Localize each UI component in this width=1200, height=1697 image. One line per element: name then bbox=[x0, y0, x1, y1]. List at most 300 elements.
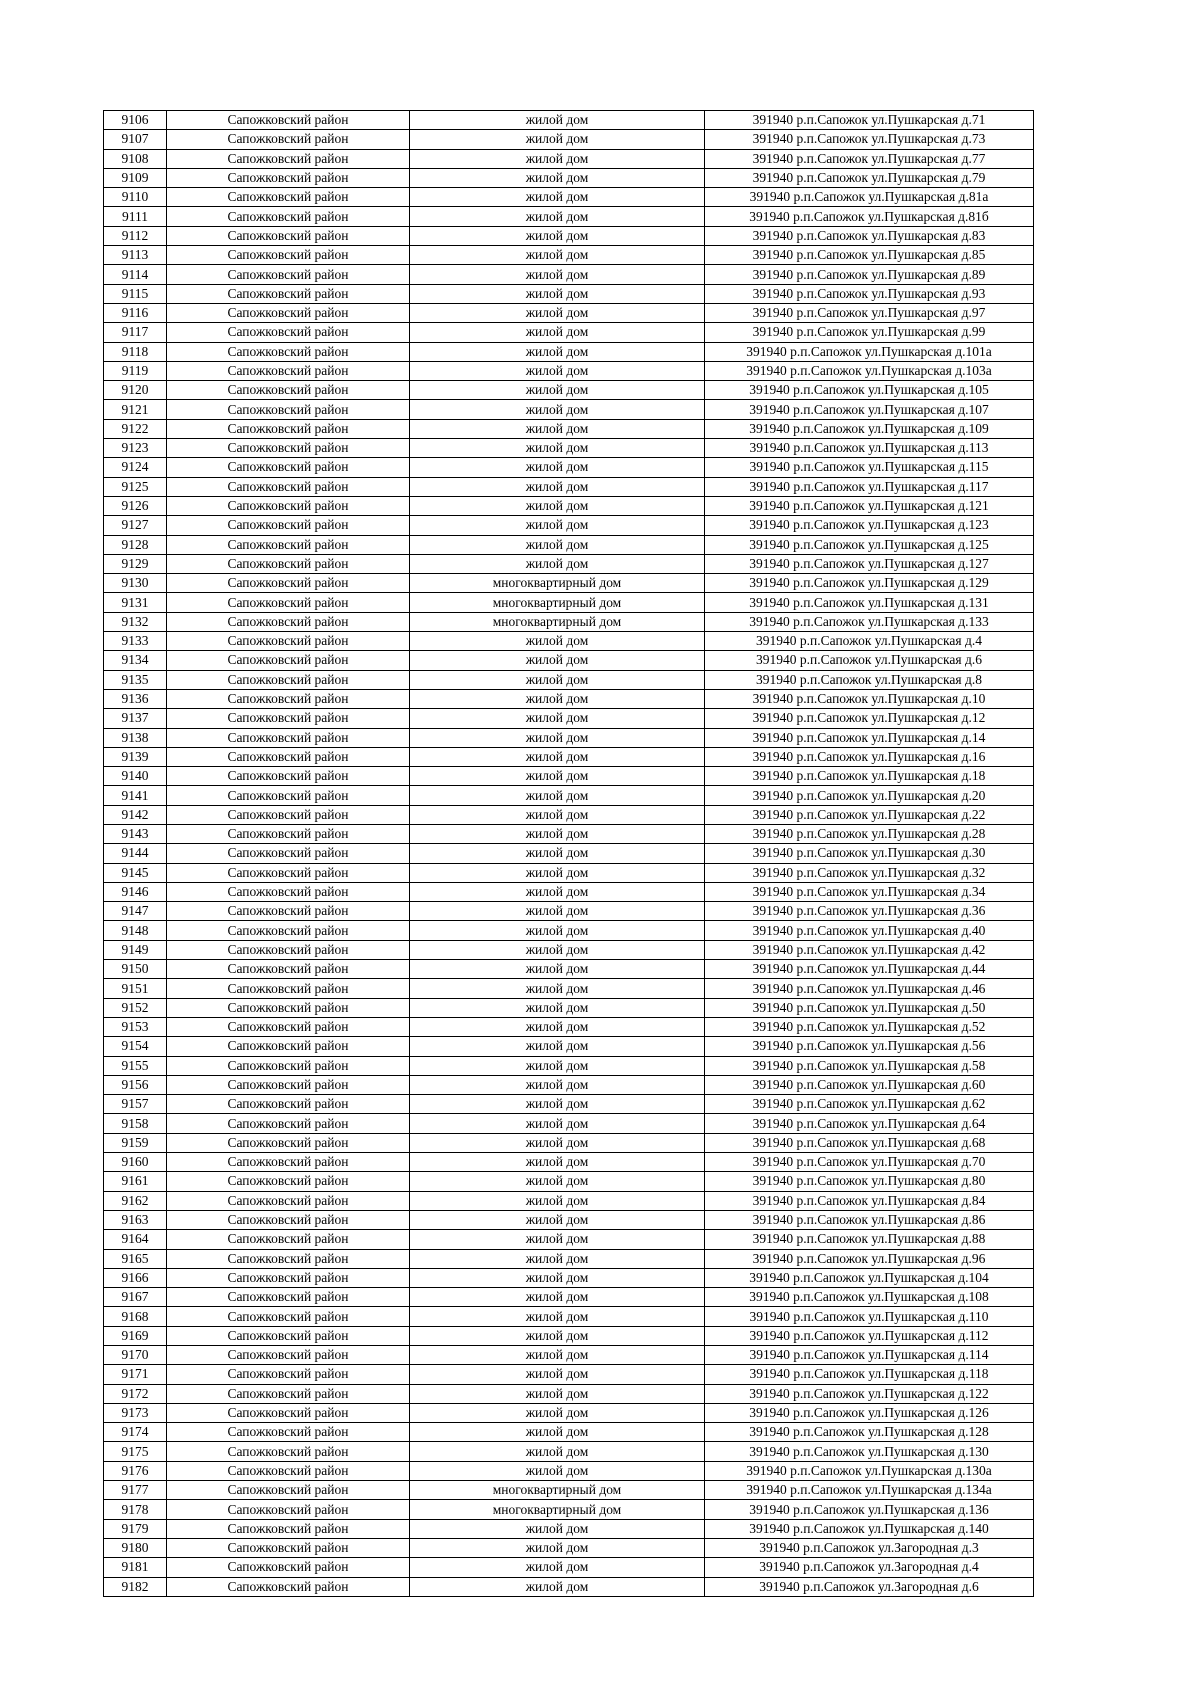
row-number-cell: 9143 bbox=[104, 824, 167, 843]
row-number-cell: 9130 bbox=[104, 574, 167, 593]
table-row bbox=[104, 1538, 1034, 1557]
building-type-cell: жилой дом bbox=[410, 1423, 705, 1442]
table-row bbox=[104, 168, 1034, 187]
address-cell: 391940 р.п.Сапожок ул.Пушкарская д.6 bbox=[705, 651, 1034, 670]
district-cell: Сапожковский район bbox=[167, 1153, 410, 1172]
row-number-cell: 9117 bbox=[104, 323, 167, 342]
district-cell: Сапожковский район bbox=[167, 805, 410, 824]
building-type-cell: жилой дом bbox=[410, 1403, 705, 1422]
table-row bbox=[104, 226, 1034, 245]
row-number-cell: 9146 bbox=[104, 882, 167, 901]
row-number-cell: 9132 bbox=[104, 612, 167, 631]
address-cell: 391940 р.п.Сапожок ул.Пушкарская д.81б bbox=[705, 207, 1034, 226]
district-cell: Сапожковский район bbox=[167, 844, 410, 863]
address-cell: 391940 р.п.Сапожок ул.Пушкарская д.86 bbox=[705, 1210, 1034, 1229]
district-cell: Сапожковский район bbox=[167, 1307, 410, 1326]
address-cell: 391940 р.п.Сапожок ул.Пушкарская д.10 bbox=[705, 689, 1034, 708]
district-cell: Сапожковский район bbox=[167, 381, 410, 400]
table-row bbox=[104, 265, 1034, 284]
table-row bbox=[104, 902, 1034, 921]
row-number-cell: 9140 bbox=[104, 767, 167, 786]
table-row bbox=[104, 940, 1034, 959]
row-number-cell: 9168 bbox=[104, 1307, 167, 1326]
row-number-cell: 9149 bbox=[104, 940, 167, 959]
building-type-cell: многоквартирный дом bbox=[410, 1481, 705, 1500]
district-cell: Сапожковский район bbox=[167, 767, 410, 786]
building-type-cell: жилой дом bbox=[410, 477, 705, 496]
address-cell: 391940 р.п.Сапожок ул.Пушкарская д.110 bbox=[705, 1307, 1034, 1326]
district-cell: Сапожковский район bbox=[167, 246, 410, 265]
table-row bbox=[104, 1249, 1034, 1268]
table-row bbox=[104, 747, 1034, 766]
address-cell: 391940 р.п.Сапожок ул.Пушкарская д.136 bbox=[705, 1500, 1034, 1519]
district-cell: Сапожковский район bbox=[167, 1442, 410, 1461]
register-table bbox=[103, 110, 1034, 1597]
table-row bbox=[104, 651, 1034, 670]
building-type-cell: жилой дом bbox=[410, 1210, 705, 1229]
table-row bbox=[104, 1210, 1034, 1229]
address-cell: 391940 р.п.Сапожок ул.Пушкарская д.113 bbox=[705, 439, 1034, 458]
row-number-cell: 9110 bbox=[104, 188, 167, 207]
building-type-cell: жилой дом bbox=[410, 1442, 705, 1461]
address-cell: 391940 р.п.Сапожок ул.Пушкарская д.140 bbox=[705, 1519, 1034, 1538]
row-number-cell: 9113 bbox=[104, 246, 167, 265]
district-cell: Сапожковский район bbox=[167, 1577, 410, 1596]
table-row bbox=[104, 149, 1034, 168]
address-cell: 391940 р.п.Сапожок ул.Пушкарская д.117 bbox=[705, 477, 1034, 496]
building-type-cell: жилой дом bbox=[410, 1056, 705, 1075]
row-number-cell: 9116 bbox=[104, 303, 167, 322]
building-type-cell: жилой дом bbox=[410, 111, 705, 130]
building-type-cell: жилой дом bbox=[410, 960, 705, 979]
building-type-cell: жилой дом bbox=[410, 747, 705, 766]
building-type-cell: жилой дом bbox=[410, 998, 705, 1017]
address-cell: 391940 р.п.Сапожок ул.Пушкарская д.133 bbox=[705, 612, 1034, 631]
building-type-cell: жилой дом bbox=[410, 1326, 705, 1345]
address-cell: 391940 р.п.Сапожок ул.Пушкарская д.73 bbox=[705, 130, 1034, 149]
row-number-cell: 9136 bbox=[104, 689, 167, 708]
address-cell: 391940 р.п.Сапожок ул.Пушкарская д.128 bbox=[705, 1423, 1034, 1442]
row-number-cell: 9153 bbox=[104, 1017, 167, 1036]
building-type-cell: жилой дом bbox=[410, 226, 705, 245]
district-cell: Сапожковский район bbox=[167, 477, 410, 496]
building-type-cell: многоквартирный дом bbox=[410, 1500, 705, 1519]
address-cell: 391940 р.п.Сапожок ул.Пушкарская д.52 bbox=[705, 1017, 1034, 1036]
district-cell: Сапожковский район bbox=[167, 1210, 410, 1229]
address-cell: 391940 р.п.Сапожок ул.Пушкарская д.71 bbox=[705, 111, 1034, 130]
table-row bbox=[104, 863, 1034, 882]
building-type-cell: жилой дом bbox=[410, 342, 705, 361]
building-type-cell: жилой дом bbox=[410, 496, 705, 515]
district-cell: Сапожковский район bbox=[167, 786, 410, 805]
table-row bbox=[104, 1153, 1034, 1172]
address-cell: 391940 р.п.Сапожок ул.Пушкарская д.30 bbox=[705, 844, 1034, 863]
row-number-cell: 9128 bbox=[104, 535, 167, 554]
building-type-cell: жилой дом bbox=[410, 979, 705, 998]
row-number-cell: 9124 bbox=[104, 458, 167, 477]
building-type-cell: жилой дом bbox=[410, 1037, 705, 1056]
district-cell: Сапожковский район bbox=[167, 1461, 410, 1480]
building-type-cell: жилой дом bbox=[410, 805, 705, 824]
building-type-cell: жилой дом bbox=[410, 689, 705, 708]
row-number-cell: 9114 bbox=[104, 265, 167, 284]
row-number-cell: 9182 bbox=[104, 1577, 167, 1596]
district-cell: Сапожковский район bbox=[167, 1365, 410, 1384]
district-cell: Сапожковский район bbox=[167, 1538, 410, 1557]
row-number-cell: 9126 bbox=[104, 496, 167, 515]
address-cell: 391940 р.п.Сапожок ул.Пушкарская д.104 bbox=[705, 1268, 1034, 1287]
table-row bbox=[104, 1075, 1034, 1094]
district-cell: Сапожковский район bbox=[167, 1230, 410, 1249]
building-type-cell: многоквартирный дом bbox=[410, 574, 705, 593]
table-row bbox=[104, 1191, 1034, 1210]
row-number-cell: 9156 bbox=[104, 1075, 167, 1094]
row-number-cell: 9109 bbox=[104, 168, 167, 187]
address-cell: 391940 р.п.Сапожок ул.Пушкарская д.88 bbox=[705, 1230, 1034, 1249]
address-cell: 391940 р.п.Сапожок ул.Пушкарская д.18 bbox=[705, 767, 1034, 786]
row-number-cell: 9131 bbox=[104, 593, 167, 612]
table-row bbox=[104, 728, 1034, 747]
district-cell: Сапожковский район bbox=[167, 1191, 410, 1210]
row-number-cell: 9161 bbox=[104, 1172, 167, 1191]
table-row bbox=[104, 805, 1034, 824]
district-cell: Сапожковский район bbox=[167, 1268, 410, 1287]
district-cell: Сапожковский район bbox=[167, 1037, 410, 1056]
district-cell: Сапожковский район bbox=[167, 747, 410, 766]
row-number-cell: 9172 bbox=[104, 1384, 167, 1403]
row-number-cell: 9145 bbox=[104, 863, 167, 882]
address-cell: 391940 р.п.Сапожок ул.Пушкарская д.20 bbox=[705, 786, 1034, 805]
address-cell: 391940 р.п.Сапожок ул.Пушкарская д.62 bbox=[705, 1095, 1034, 1114]
row-number-cell: 9135 bbox=[104, 670, 167, 689]
building-type-cell: жилой дом bbox=[410, 786, 705, 805]
building-type-cell: жилой дом bbox=[410, 207, 705, 226]
district-cell: Сапожковский район bbox=[167, 130, 410, 149]
district-cell: Сапожковский район bbox=[167, 960, 410, 979]
address-cell: 391940 р.п.Сапожок ул.Пушкарская д.8 bbox=[705, 670, 1034, 689]
building-type-cell: жилой дом bbox=[410, 882, 705, 901]
building-type-cell: многоквартирный дом bbox=[410, 612, 705, 631]
address-cell: 391940 р.п.Сапожок ул.Пушкарская д.4 bbox=[705, 632, 1034, 651]
building-type-cell: жилой дом bbox=[410, 323, 705, 342]
table-row bbox=[104, 574, 1034, 593]
building-type-cell: жилой дом bbox=[410, 554, 705, 573]
table-row bbox=[104, 496, 1034, 515]
row-number-cell: 9152 bbox=[104, 998, 167, 1017]
building-type-cell: жилой дом bbox=[410, 1191, 705, 1210]
table-row bbox=[104, 1481, 1034, 1500]
table-row bbox=[104, 632, 1034, 651]
building-type-cell: жилой дом bbox=[410, 168, 705, 187]
address-cell: 391940 р.п.Сапожок ул.Пушкарская д.58 bbox=[705, 1056, 1034, 1075]
district-cell: Сапожковский район bbox=[167, 439, 410, 458]
building-type-cell: жилой дом bbox=[410, 902, 705, 921]
row-number-cell: 9180 bbox=[104, 1538, 167, 1557]
table-row bbox=[104, 1403, 1034, 1422]
table-row bbox=[104, 381, 1034, 400]
address-cell: 391940 р.п.Сапожок ул.Пушкарская д.79 bbox=[705, 168, 1034, 187]
table-row bbox=[104, 1307, 1034, 1326]
row-number-cell: 9179 bbox=[104, 1519, 167, 1538]
row-number-cell: 9174 bbox=[104, 1423, 167, 1442]
address-cell: 391940 р.п.Сапожок ул.Загородная д.3 bbox=[705, 1538, 1034, 1557]
district-cell: Сапожковский район bbox=[167, 1288, 410, 1307]
building-type-cell: жилой дом bbox=[410, 1153, 705, 1172]
district-cell: Сапожковский район bbox=[167, 1075, 410, 1094]
address-cell: 391940 р.п.Сапожок ул.Пушкарская д.130а bbox=[705, 1461, 1034, 1480]
address-cell: 391940 р.п.Сапожок ул.Пушкарская д.105 bbox=[705, 381, 1034, 400]
table-row bbox=[104, 960, 1034, 979]
address-cell: 391940 р.п.Сапожок ул.Пушкарская д.36 bbox=[705, 902, 1034, 921]
table-row bbox=[104, 882, 1034, 901]
row-number-cell: 9121 bbox=[104, 400, 167, 419]
address-cell: 391940 р.п.Сапожок ул.Пушкарская д.14 bbox=[705, 728, 1034, 747]
building-type-cell: жилой дом bbox=[410, 188, 705, 207]
table-row bbox=[104, 593, 1034, 612]
table-row bbox=[104, 1095, 1034, 1114]
address-cell: 391940 р.п.Сапожок ул.Пушкарская д.34 bbox=[705, 882, 1034, 901]
address-cell: 391940 р.п.Сапожок ул.Пушкарская д.134а bbox=[705, 1481, 1034, 1500]
row-number-cell: 9129 bbox=[104, 554, 167, 573]
table-row bbox=[104, 554, 1034, 573]
address-cell: 391940 р.п.Сапожок ул.Пушкарская д.114 bbox=[705, 1346, 1034, 1365]
building-type-cell: жилой дом bbox=[410, 1268, 705, 1287]
row-number-cell: 9148 bbox=[104, 921, 167, 940]
address-cell: 391940 р.п.Сапожок ул.Пушкарская д.108 bbox=[705, 1288, 1034, 1307]
table-row bbox=[104, 303, 1034, 322]
row-number-cell: 9165 bbox=[104, 1249, 167, 1268]
building-type-cell: жилой дом bbox=[410, 824, 705, 843]
row-number-cell: 9120 bbox=[104, 381, 167, 400]
row-number-cell: 9137 bbox=[104, 709, 167, 728]
building-type-cell: жилой дом bbox=[410, 1307, 705, 1326]
address-cell: 391940 р.п.Сапожок ул.Пушкарская д.103а bbox=[705, 361, 1034, 380]
table-row bbox=[104, 670, 1034, 689]
row-number-cell: 9158 bbox=[104, 1114, 167, 1133]
row-number-cell: 9163 bbox=[104, 1210, 167, 1229]
district-cell: Сапожковский район bbox=[167, 593, 410, 612]
table-row bbox=[104, 246, 1034, 265]
row-number-cell: 9112 bbox=[104, 226, 167, 245]
table-row bbox=[104, 207, 1034, 226]
district-cell: Сапожковский район bbox=[167, 1114, 410, 1133]
building-type-cell: жилой дом bbox=[410, 130, 705, 149]
row-number-cell: 9151 bbox=[104, 979, 167, 998]
table-row bbox=[104, 1442, 1034, 1461]
row-number-cell: 9175 bbox=[104, 1442, 167, 1461]
building-type-cell: жилой дом bbox=[410, 419, 705, 438]
district-cell: Сапожковский район bbox=[167, 863, 410, 882]
address-cell: 391940 р.п.Сапожок ул.Пушкарская д.121 bbox=[705, 496, 1034, 515]
building-type-cell: жилой дом bbox=[410, 1075, 705, 1094]
district-cell: Сапожковский район bbox=[167, 207, 410, 226]
row-number-cell: 9167 bbox=[104, 1288, 167, 1307]
row-number-cell: 9134 bbox=[104, 651, 167, 670]
table-row bbox=[104, 1384, 1034, 1403]
address-cell: 391940 р.п.Сапожок ул.Пушкарская д.68 bbox=[705, 1133, 1034, 1152]
building-type-cell: жилой дом bbox=[410, 1346, 705, 1365]
address-cell: 391940 р.п.Сапожок ул.Пушкарская д.70 bbox=[705, 1153, 1034, 1172]
table-row bbox=[104, 516, 1034, 535]
row-number-cell: 9157 bbox=[104, 1095, 167, 1114]
address-cell: 391940 р.п.Сапожок ул.Пушкарская д.123 bbox=[705, 516, 1034, 535]
building-type-cell: жилой дом bbox=[410, 149, 705, 168]
building-type-cell: жилой дом bbox=[410, 1519, 705, 1538]
table-row bbox=[104, 979, 1034, 998]
building-type-cell: жилой дом bbox=[410, 400, 705, 419]
district-cell: Сапожковский район bbox=[167, 361, 410, 380]
table-row bbox=[104, 767, 1034, 786]
district-cell: Сапожковский район bbox=[167, 303, 410, 322]
building-type-cell: жилой дом bbox=[410, 940, 705, 959]
district-cell: Сапожковский район bbox=[167, 1133, 410, 1152]
table-row bbox=[104, 844, 1034, 863]
table-row bbox=[104, 998, 1034, 1017]
row-number-cell: 9115 bbox=[104, 284, 167, 303]
table-row bbox=[104, 709, 1034, 728]
building-type-cell: жилой дом bbox=[410, 381, 705, 400]
table-row bbox=[104, 1346, 1034, 1365]
row-number-cell: 9118 bbox=[104, 342, 167, 361]
row-number-cell: 9108 bbox=[104, 149, 167, 168]
building-type-cell: жилой дом bbox=[410, 1114, 705, 1133]
address-cell: 391940 р.п.Сапожок ул.Пушкарская д.131 bbox=[705, 593, 1034, 612]
building-type-cell: жилой дом bbox=[410, 439, 705, 458]
table-row bbox=[104, 1461, 1034, 1480]
building-type-cell: жилой дом bbox=[410, 728, 705, 747]
district-cell: Сапожковский район bbox=[167, 1249, 410, 1268]
district-cell: Сапожковский район bbox=[167, 940, 410, 959]
district-cell: Сапожковский район bbox=[167, 400, 410, 419]
district-cell: Сапожковский район bbox=[167, 1172, 410, 1191]
district-cell: Сапожковский район bbox=[167, 496, 410, 515]
district-cell: Сапожковский район bbox=[167, 921, 410, 940]
table-row bbox=[104, 786, 1034, 805]
address-cell: 391940 р.п.Сапожок ул.Пушкарская д.32 bbox=[705, 863, 1034, 882]
building-type-cell: жилой дом bbox=[410, 1095, 705, 1114]
building-type-cell: жилой дом bbox=[410, 361, 705, 380]
district-cell: Сапожковский район bbox=[167, 1519, 410, 1538]
table-row bbox=[104, 1268, 1034, 1287]
row-number-cell: 9133 bbox=[104, 632, 167, 651]
row-number-cell: 9122 bbox=[104, 419, 167, 438]
table-row bbox=[104, 1172, 1034, 1191]
table-row bbox=[104, 612, 1034, 631]
address-cell: 391940 р.п.Сапожок ул.Пушкарская д.40 bbox=[705, 921, 1034, 940]
table-row bbox=[104, 361, 1034, 380]
district-cell: Сапожковский район bbox=[167, 535, 410, 554]
district-cell: Сапожковский район bbox=[167, 1384, 410, 1403]
building-type-cell: жилой дом bbox=[410, 767, 705, 786]
address-cell: 391940 р.п.Сапожок ул.Пушкарская д.46 bbox=[705, 979, 1034, 998]
building-type-cell: жилой дом bbox=[410, 1365, 705, 1384]
row-number-cell: 9178 bbox=[104, 1500, 167, 1519]
building-type-cell: жилой дом bbox=[410, 1172, 705, 1191]
district-cell: Сапожковский район bbox=[167, 1403, 410, 1422]
district-cell: Сапожковский район bbox=[167, 1056, 410, 1075]
district-cell: Сапожковский район bbox=[167, 1423, 410, 1442]
table-row bbox=[104, 921, 1034, 940]
district-cell: Сапожковский район bbox=[167, 728, 410, 747]
row-number-cell: 9171 bbox=[104, 1365, 167, 1384]
row-number-cell: 9123 bbox=[104, 439, 167, 458]
address-cell: 391940 р.п.Сапожок ул.Пушкарская д.99 bbox=[705, 323, 1034, 342]
address-cell: 391940 р.п.Сапожок ул.Пушкарская д.44 bbox=[705, 960, 1034, 979]
address-cell: 391940 р.п.Сапожок ул.Загородная д.4 bbox=[705, 1558, 1034, 1577]
row-number-cell: 9147 bbox=[104, 902, 167, 921]
row-number-cell: 9173 bbox=[104, 1403, 167, 1422]
building-type-cell: жилой дом bbox=[410, 632, 705, 651]
register-table-body bbox=[104, 111, 1034, 1597]
address-cell: 391940 р.п.Сапожок ул.Пушкарская д.126 bbox=[705, 1403, 1034, 1422]
district-cell: Сапожковский район bbox=[167, 1017, 410, 1036]
district-cell: Сапожковский район bbox=[167, 168, 410, 187]
district-cell: Сапожковский район bbox=[167, 902, 410, 921]
row-number-cell: 9181 bbox=[104, 1558, 167, 1577]
row-number-cell: 9166 bbox=[104, 1268, 167, 1287]
district-cell: Сапожковский район bbox=[167, 342, 410, 361]
address-cell: 391940 р.п.Сапожок ул.Пушкарская д.81а bbox=[705, 188, 1034, 207]
address-cell: 391940 р.п.Сапожок ул.Пушкарская д.127 bbox=[705, 554, 1034, 573]
row-number-cell: 9154 bbox=[104, 1037, 167, 1056]
address-cell: 391940 р.п.Сапожок ул.Пушкарская д.93 bbox=[705, 284, 1034, 303]
district-cell: Сапожковский район bbox=[167, 554, 410, 573]
table-row bbox=[104, 1230, 1034, 1249]
address-cell: 391940 р.п.Сапожок ул.Пушкарская д.96 bbox=[705, 1249, 1034, 1268]
address-cell: 391940 р.п.Сапожок ул.Пушкарская д.56 bbox=[705, 1037, 1034, 1056]
address-cell: 391940 р.п.Сапожок ул.Пушкарская д.97 bbox=[705, 303, 1034, 322]
address-cell: 391940 р.п.Сапожок ул.Пушкарская д.101а bbox=[705, 342, 1034, 361]
building-type-cell: жилой дом bbox=[410, 1017, 705, 1036]
row-number-cell: 9125 bbox=[104, 477, 167, 496]
address-cell: 391940 р.п.Сапожок ул.Пушкарская д.22 bbox=[705, 805, 1034, 824]
table-row bbox=[104, 1519, 1034, 1538]
district-cell: Сапожковский район bbox=[167, 111, 410, 130]
table-row bbox=[104, 1056, 1034, 1075]
building-type-cell: жилой дом bbox=[410, 458, 705, 477]
district-cell: Сапожковский район bbox=[167, 651, 410, 670]
district-cell: Сапожковский район bbox=[167, 979, 410, 998]
building-type-cell: жилой дом bbox=[410, 1558, 705, 1577]
table-row bbox=[104, 1017, 1034, 1036]
table-row bbox=[104, 689, 1034, 708]
table-row bbox=[104, 535, 1034, 554]
row-number-cell: 9169 bbox=[104, 1326, 167, 1345]
address-cell: 391940 р.п.Сапожок ул.Пушкарская д.118 bbox=[705, 1365, 1034, 1384]
table-row bbox=[104, 130, 1034, 149]
district-cell: Сапожковский район bbox=[167, 824, 410, 843]
table-row bbox=[104, 824, 1034, 843]
district-cell: Сапожковский район bbox=[167, 689, 410, 708]
address-cell: 391940 р.п.Сапожок ул.Пушкарская д.115 bbox=[705, 458, 1034, 477]
table-row bbox=[104, 1577, 1034, 1596]
building-type-cell: жилой дом bbox=[410, 709, 705, 728]
table-row bbox=[104, 1423, 1034, 1442]
address-cell: 391940 р.п.Сапожок ул.Пушкарская д.83 bbox=[705, 226, 1034, 245]
row-number-cell: 9177 bbox=[104, 1481, 167, 1500]
building-type-cell: жилой дом bbox=[410, 863, 705, 882]
row-number-cell: 9159 bbox=[104, 1133, 167, 1152]
address-cell: 391940 р.п.Сапожок ул.Пушкарская д.42 bbox=[705, 940, 1034, 959]
building-type-cell: жилой дом bbox=[410, 1461, 705, 1480]
district-cell: Сапожковский район bbox=[167, 612, 410, 631]
table-row bbox=[104, 1114, 1034, 1133]
address-cell: 391940 р.п.Сапожок ул.Пушкарская д.89 bbox=[705, 265, 1034, 284]
district-cell: Сапожковский район bbox=[167, 882, 410, 901]
address-cell: 391940 р.п.Сапожок ул.Пушкарская д.60 bbox=[705, 1075, 1034, 1094]
building-type-cell: жилой дом bbox=[410, 1577, 705, 1596]
district-cell: Сапожковский район bbox=[167, 1095, 410, 1114]
